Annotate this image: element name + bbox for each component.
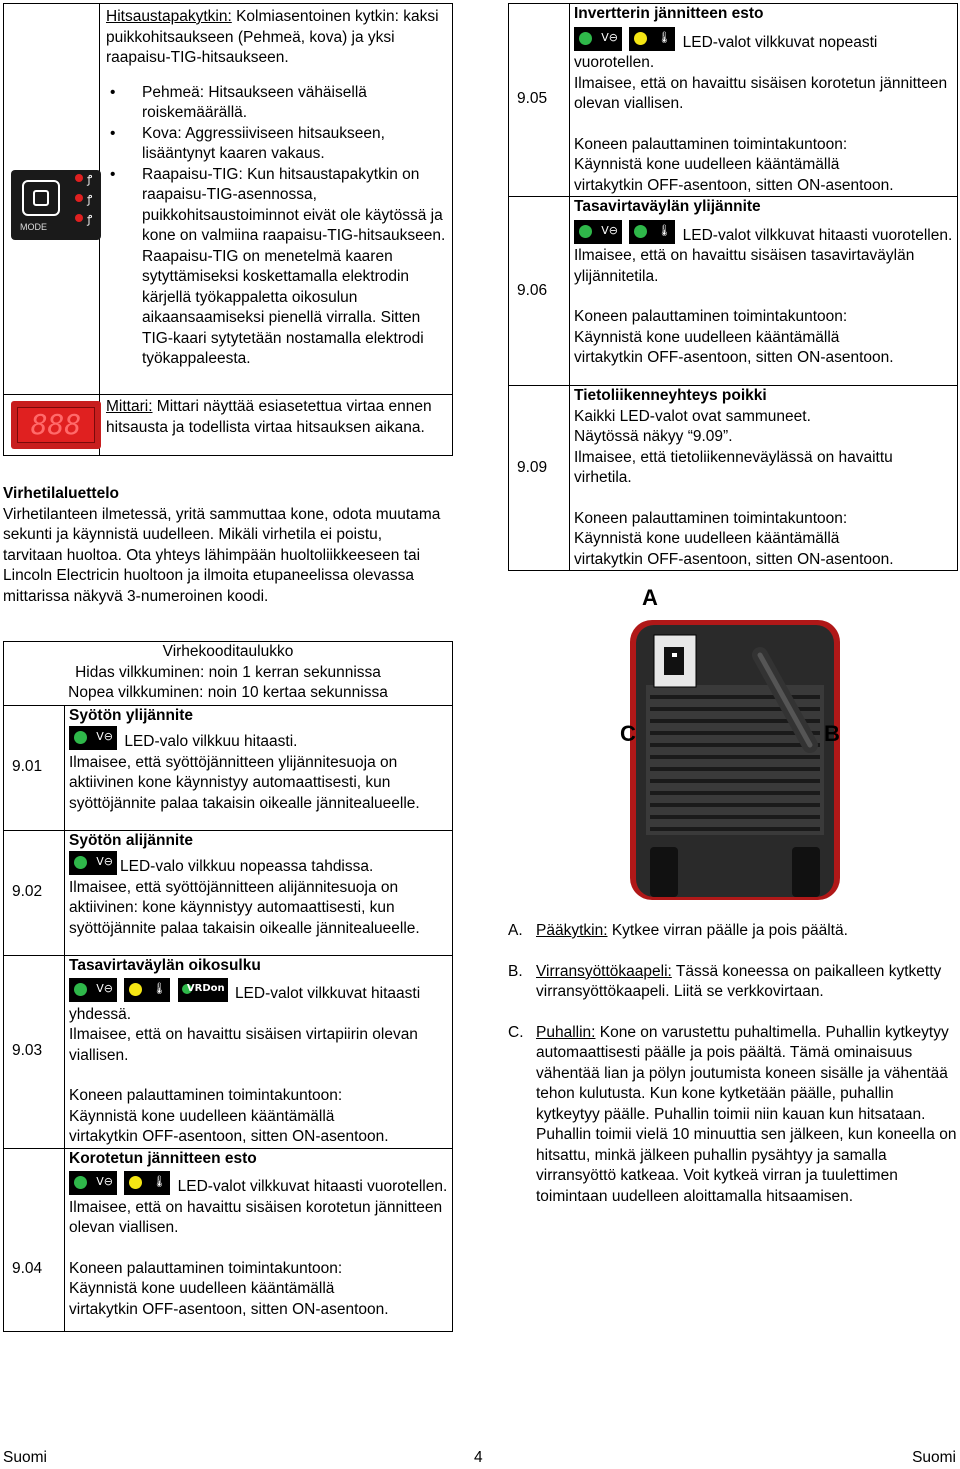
code-table-header: Virhekooditaulukko Hidas vilkkuminen: noin 1 kerran sekunnissa Nopea vilkkuminen: noin 10 kertaa sekunnissa: [4, 642, 453, 706]
voltage-led-icon: V⊖: [574, 220, 622, 244]
label-a: A: [642, 585, 658, 610]
error-list-section: [3, 484, 443, 607]
mode-meter-table: [3, 3, 453, 456]
code-9-06: 9.06: [509, 197, 570, 386]
voltage-led-icon: V⊖: [574, 27, 622, 51]
error-code-table-continued: [508, 3, 958, 571]
meter-image-cell: [4, 395, 100, 456]
thermal-led-icon: 🌡: [124, 978, 170, 1002]
code-9-01: 9.01: [4, 705, 65, 830]
footer-page-number: 4: [474, 1449, 483, 1466]
footer-right: Suomi: [912, 1449, 956, 1466]
thermal-led-icon: 🌡: [629, 27, 675, 51]
code-9-02: 9.02: [4, 830, 65, 955]
voltage-led-icon: V⊖: [69, 978, 117, 1002]
code-9-06-detail: Tasavirtaväylän ylijännite V⊖ 🌡 LED-valot vilkkuvat hitaasti vuorotellen. Ilmaisee, että on havaittu sisäisen tasavirtaväylän ylijännitetila. Koneen palauttaminen toimintakuntoon: Käynnistä kone uudelleen kääntämällä virtakytkin OFF-asentoon, sitten ON-asentoon.: [570, 197, 958, 386]
mode-panel-image: MODE ꝭ ꝭ ꝭ: [11, 170, 101, 240]
code-9-03: 9.03: [4, 955, 65, 1148]
meter-description-cell: Mittari: Mittari näyttää esiasetettua virtaa ennen hitsausta ja todellista virtaa hitsauksen aikana.: [100, 395, 453, 456]
code-9-05: 9.05: [509, 4, 570, 197]
voltage-led-icon: V⊖: [69, 1171, 117, 1195]
vrd-led-icon: VRDon: [178, 978, 228, 1002]
code-9-01-detail: Syötön ylijännite V⊖ LED-valo vilkkuu hitaasti. Ilmaisee, että syöttöjännitteen ylijännitesuoja on aktiivinen kone käynnistyy automaattisesti, kun syöttöjännite palaa takaisin oikealle jännitealueelle.: [65, 705, 453, 830]
code-9-03-detail: Tasavirtaväylän oikosulku V⊖ 🌡 VRDon LED-valot vilkkuvat hitaasti yhdessä. Ilmaisee, että on havaittu sisäisen virtapiirin olevan viallisen. Koneen palauttaminen toimintakuntoon: Käynnistä kone uudelleen kääntämällä virtakytkin OFF-asentoon, sitten ON-asentoon.: [65, 955, 453, 1148]
bullet-soft: • Pehmeä: Hitsaukseen vähäisellä roiskemäärällä.: [106, 83, 446, 124]
voltage-led-icon: V⊖: [69, 726, 117, 750]
thermal-led-icon: 🌡: [124, 1171, 170, 1195]
voltage-led-icon: V⊖: [69, 851, 117, 875]
mode-switch-intro: Hitsaustapakytkin: Kolmiasentoinen kytkin: kaksi puikkohitsaukseen (Pehmeä, kova) ja yksi raapaisu-TIG-hitsaukseen.: [106, 8, 439, 66]
label-c: C: [620, 721, 636, 746]
mode-button-icon: [22, 180, 60, 216]
bullet-lift-tig: • Raapaisu-TIG: Kun hitsaustapakytkin on raapaisu-TIG-asennossa, puikkohitsaustoiminnot eivät ole käytössä ja kone on valmiina raapaisu-TIG-hitsaukseen. Raapaisu-TIG on menetelmä kaaren sytyttämiseksi koskettamalla elektrodin kärjellä työkappaletta oikosulun aikaansaamiseksi pienellä virralla. Sitten TIG-kaari sytytetään nostamalla elektrodi työkappaleesta.: [106, 165, 446, 370]
code-9-04: 9.04: [4, 1148, 65, 1331]
label-b: B: [824, 721, 840, 746]
footer-left: Suomi: [3, 1449, 47, 1466]
legend-item-b: B. Virransyöttökaapeli: Tässä koneessa on paikalleen kytketty virransyöttökaapeli. Liitä se verkkovirtaan.: [508, 962, 942, 1000]
code-9-05-detail: Invertterin jännitteen esto V⊖ 🌡 LED-valot vilkkuvat nopeasti vuorotellen. Ilmaisee, että on havaittu sisäisen korotetun jännitteen olevan viallisen. Koneen palauttaminen toimintakuntoon: Käynnistä kone uudelleen kääntämällä virtakytkin OFF-asentoon, sitten ON-asentoon.: [570, 4, 958, 197]
legend-item-a: A. Pääkytkin: Kytkee virran päälle ja pois päältä.: [508, 922, 848, 939]
mode-label: MODE: [20, 222, 47, 232]
error-list-title: Virhetilaluettelo: [3, 485, 119, 502]
thermal-led-icon: 🌡: [629, 220, 675, 244]
code-9-09-detail: Tietoliikenneyhteys poikki Kaikki LED-valot ovat sammuneet. Näytössä näkyy “9.09”. Ilmaisee, että tietoliikenneväylässä on havaittu virhetila. Koneen palauttaminen toimintakuntoon: Käynnistä kone uudelleen kääntämällä virtakytkin OFF-asentoon, sitten ON-asentoon.: [570, 386, 958, 571]
error-list-text: Virhetilanteen ilmetessä, yritä sammuttaa kone, odota muutama sekunti ja käynnistä uudelleen. Mikäli virhetila ei poistu, tarvitaan huoltoa. Ota yhteys lähimpään huoltoliikkeeseen tai Lincoln Electricin huoltoon ja ilmoita etupaneelissa olevassa mittarissa näkyvä 3-numeroinen koodi.: [3, 505, 441, 605]
machine-illustration: [610, 585, 870, 905]
code-9-02-detail: Syötön alijännite V⊖ LED-valo vilkkuu nopeassa tahdissa. Ilmaisee, että syöttöjännitteen alijännitesuoja on aktiivinen: kone käynnistyy automaattisesti, kun syöttöjännite palaa takaisin oikealle jännitealueelle.: [65, 830, 453, 955]
code-9-09: 9.09: [509, 386, 570, 571]
error-code-table: [3, 641, 453, 1332]
mode-description-cell: [100, 4, 453, 395]
legend-item-c: C. Puhallin: Kone on varustettu puhaltimella. Puhallin kytkeytyy automaattisesti päälle ja pois päältä. Tämä ominaisuus vähentää lian ja pölyn joutumista koneen sisälle ja vähentää tehon kulutusta. Kun kone kytketään päälle, puhallin kytkeytyy päälle. Puhallin toimii niin kauan kun hitsataan. Puhallin toimii vielä 10 minuuttia sen jälkeen, kun koneella on hitsattu, minkä jälkeen puhallin pysähtyy ja samalla virransyöttö katkeaa. Voit kytkeä virran ja tuulettimen toimintaan uudelleen aloittamalla hitsaamisen.: [508, 1023, 957, 1205]
mode-panel-image-cell: [4, 4, 100, 395]
bullet-hard: • Kova: Aggressiiviseen hitsaukseen, lisääntynyt kaaren vakaus.: [106, 124, 446, 165]
code-9-04-detail: Korotetun jännitteen esto V⊖ 🌡 LED-valot vilkkuvat hitaasti vuorotellen. Ilmaisee, että on havaittu sisäisen korotetun jännitteen olevan viallisen. Koneen palauttaminen toimintakuntoon: Käynnistä kone uudelleen kääntämällä virtakytkin OFF-asentoon, sitten ON-asentoon.: [65, 1148, 453, 1331]
mode-bullets: [106, 83, 446, 370]
machine-legend: [508, 921, 958, 1207]
meter-display-image: 888: [11, 401, 101, 449]
